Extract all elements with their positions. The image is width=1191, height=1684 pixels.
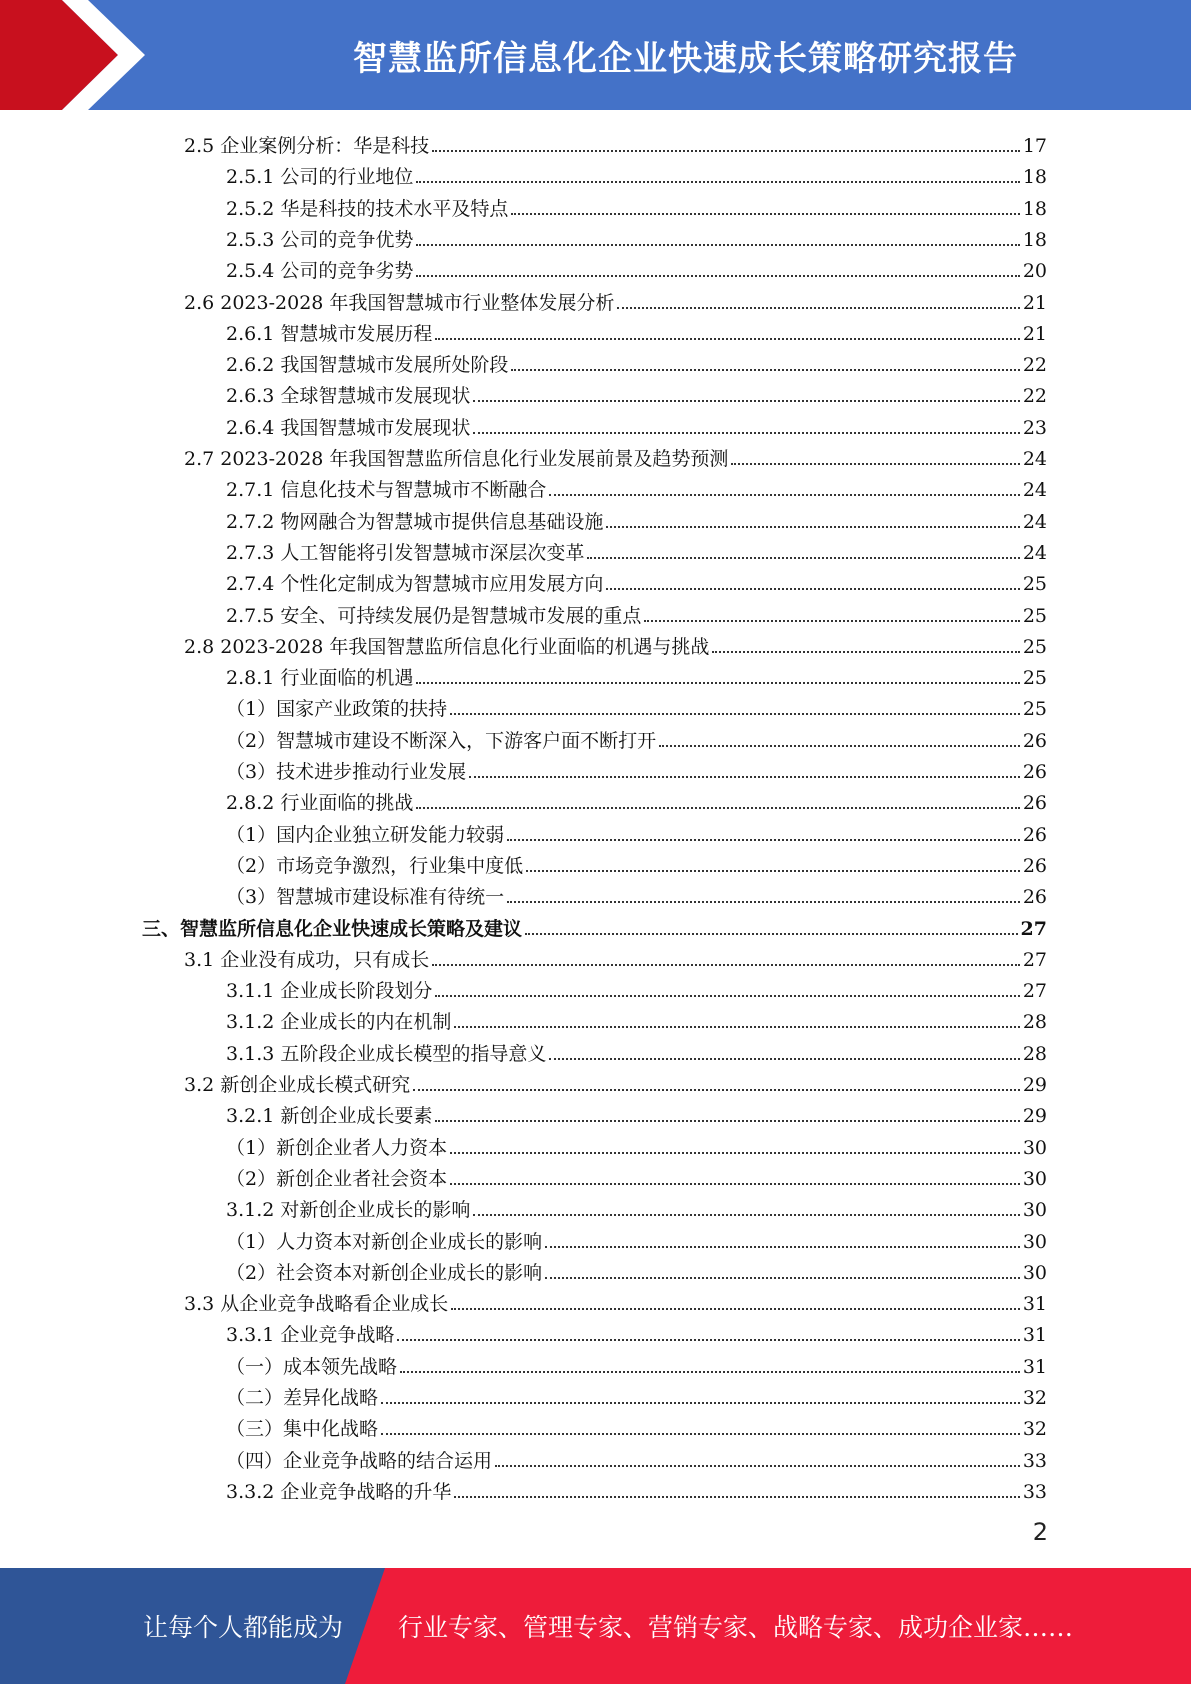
toc-entry[interactable]	[226, 252, 1047, 283]
toc-entry[interactable]	[184, 1285, 1047, 1316]
toc-entry-page: 20	[1022, 260, 1047, 283]
toc-entry-page: 27	[1022, 948, 1047, 971]
toc-entry-label: 3.1.1 企业成长阶段划分	[226, 980, 433, 1003]
toc-entry-page: 30	[1022, 1230, 1047, 1253]
toc-entry[interactable]	[226, 221, 1047, 252]
toc-leader-dots	[525, 932, 1018, 935]
toc-entry[interactable]	[184, 628, 1047, 659]
toc-entry-label: 2.8 2023-2028 年我国智慧监所信息化行业面临的机遇与挑战	[184, 635, 710, 658]
toc-entry-label: （一）成本领先战略	[226, 1355, 398, 1378]
toc-entry-page: 21	[1022, 322, 1047, 345]
toc-entry[interactable]	[226, 1410, 1047, 1441]
toc-leader-dots	[473, 399, 1019, 402]
toc-leader-dots	[545, 1276, 1020, 1279]
toc-entry[interactable]	[226, 597, 1047, 628]
header-banner	[0, 0, 1191, 110]
toc-leader-dots	[381, 1432, 1020, 1435]
toc-entry-label: 3.2.1 新创企业成长要素	[226, 1105, 433, 1128]
toc-leader-dots	[413, 1088, 1020, 1091]
toc-entry-page: 27	[1022, 980, 1047, 1003]
toc-entry-page: 28	[1022, 1011, 1047, 1034]
toc-entry[interactable]	[184, 127, 1047, 158]
toc-entry[interactable]	[226, 503, 1047, 534]
toc-leader-dots	[381, 1401, 1020, 1404]
toc-entry[interactable]	[226, 1035, 1047, 1066]
footer-banner	[0, 1568, 1191, 1684]
toc-entry-page: 27	[1020, 917, 1047, 940]
toc-entry-label: 2.8.1 行业面临的机遇	[226, 667, 414, 690]
toc-leader-dots	[712, 650, 1019, 653]
toc-entry[interactable]	[184, 1066, 1047, 1097]
toc-entry-label: （3）技术进步推动行业发展	[226, 761, 467, 783]
toc-entry-page: 29	[1022, 1105, 1047, 1128]
toc-entry-page: 32	[1022, 1387, 1047, 1409]
toc-entry-page: 28	[1022, 1042, 1047, 1065]
toc-entry[interactable]	[184, 440, 1047, 471]
toc-leader-dots	[435, 337, 1019, 340]
toc-entry-label: （2）市场竞争激烈，行业集中度低	[226, 854, 524, 877]
toc-entry-label: 2.6.2 我国智慧城市发展所处阶段	[226, 354, 509, 377]
toc-leader-dots	[469, 775, 1020, 778]
toc-entry-page: 30	[1022, 1199, 1047, 1222]
toc-leader-dots	[507, 900, 1020, 903]
toc-entry-label: 2.7.4 个性化定制成为智慧城市应用发展方向	[226, 573, 604, 596]
toc-entry-page: 24	[1022, 479, 1047, 502]
toc-leader-dots	[587, 556, 1019, 559]
toc-leader-dots	[435, 1119, 1019, 1122]
toc-entry-label: （3）智慧城市建设标准有待统一	[226, 886, 505, 909]
toc-entry-page: 29	[1022, 1074, 1047, 1096]
toc-leader-dots	[644, 619, 1019, 622]
toc-leader-dots	[507, 838, 1020, 841]
toc-entry-label: 2.6 2023-2028 年我国智慧城市行业整体发展分析	[184, 291, 615, 314]
toc-entry-page: 23	[1022, 416, 1047, 439]
toc-entry-page: 25	[1022, 604, 1047, 627]
toc-entry-page: 33	[1022, 1449, 1047, 1472]
toc-entry[interactable]	[226, 816, 1047, 847]
toc-leader-dots	[495, 1464, 1020, 1467]
toc-leader-dots	[473, 1213, 1019, 1216]
toc-entry-label: 2.7.1 信息化技术与智慧城市不断融合	[226, 479, 547, 502]
toc-entry[interactable]	[226, 565, 1047, 596]
toc-entry-label: （2）新创企业者社会资本	[226, 1167, 448, 1190]
toc-entry[interactable]	[226, 1223, 1047, 1254]
toc-leader-dots	[549, 493, 1019, 496]
toc-entry-label: （二）差异化战略	[226, 1387, 379, 1409]
toc-entry[interactable]	[226, 1473, 1047, 1504]
toc-entry[interactable]	[142, 910, 1047, 941]
toc-entry[interactable]	[226, 190, 1047, 221]
toc-entry-page: 24	[1022, 448, 1047, 470]
toc-entry-page: 31	[1022, 1293, 1047, 1316]
toc-entry-label: 2.8.2 行业面临的挑战	[226, 792, 414, 815]
toc-entry-page: 31	[1022, 1324, 1047, 1347]
toc-entry-label: 2.7.2 物网融合为智慧城市提供信息基础设施	[226, 510, 604, 533]
toc-entry-page: 25	[1022, 698, 1047, 721]
toc-entry-page: 26	[1022, 886, 1047, 909]
toc-entry[interactable]	[226, 1254, 1047, 1285]
toc-entry-page: 30	[1022, 1136, 1047, 1159]
toc-leader-dots	[400, 1370, 1020, 1373]
toc-entry-page: 25	[1022, 573, 1047, 596]
toc-leader-dots	[416, 243, 1019, 246]
toc-entry[interactable]	[226, 1097, 1047, 1128]
toc-entry-page: 18	[1022, 166, 1047, 189]
toc-entry[interactable]	[226, 409, 1047, 440]
toc-leader-dots	[511, 368, 1019, 371]
toc-entry-label: 3.1.2 企业成长的内在机制	[226, 1011, 452, 1034]
toc-entry-label: 3.3 从企业竞争战略看企业成长	[184, 1293, 449, 1316]
toc-entry-page: 26	[1022, 792, 1047, 815]
toc-leader-dots	[432, 963, 1020, 966]
toc-entry-label: 3.3.1 企业竞争战略	[226, 1324, 395, 1347]
toc-leader-dots	[416, 806, 1019, 809]
toc-entry-label: 2.5.1 公司的行业地位	[226, 166, 414, 189]
toc-entry-page: 31	[1022, 1355, 1047, 1378]
toc-entry-label: （2）智慧城市建设不断深入，下游客户面不断打开	[226, 729, 657, 752]
toc-leader-dots	[416, 274, 1019, 277]
toc-entry-page: 24	[1022, 510, 1047, 533]
toc-leader-dots	[450, 712, 1020, 715]
toc-entry-label: 2.6.1 智慧城市发展历程	[226, 322, 433, 345]
toc-leader-dots	[454, 1495, 1019, 1498]
toc-entry-label: （三）集中化战略	[226, 1418, 379, 1441]
footer-slogan-right: 行业专家、管理专家、营销专家、战略专家、成功企业家……	[398, 1613, 1074, 1642]
toc-leader-dots	[731, 462, 1019, 465]
toc-entry-page: 30	[1022, 1167, 1047, 1190]
toc-entry[interactable]	[226, 659, 1047, 690]
toc-entry-label: 2.5.2 华是科技的技术水平及特点	[226, 197, 509, 220]
toc-entry[interactable]	[226, 722, 1047, 753]
toc-leader-dots	[549, 1057, 1019, 1060]
toc-entry[interactable]	[226, 690, 1047, 721]
toc-entry-label: 2.6.4 我国智慧城市发展现状	[226, 416, 471, 439]
toc-entry[interactable]	[226, 377, 1047, 408]
toc-leader-dots	[606, 525, 1019, 528]
toc-entry[interactable]	[226, 1379, 1047, 1410]
toc-entry-page: 18	[1022, 228, 1047, 251]
toc-leader-dots	[545, 1245, 1020, 1248]
toc-leader-dots	[617, 306, 1019, 309]
toc-leader-dots	[416, 180, 1019, 183]
toc-entry-label: 3.2 新创企业成长模式研究	[184, 1074, 411, 1096]
toc-entry-label: 3.1 企业没有成功，只有成长	[184, 948, 430, 971]
toc-leader-dots	[606, 587, 1019, 590]
toc-entry-label: 2.5.3 公司的竞争优势	[226, 228, 414, 251]
toc-entry-page: 32	[1022, 1418, 1047, 1441]
toc-entry[interactable]	[226, 1442, 1047, 1473]
page-number: 2	[1032, 1518, 1048, 1546]
toc-leader-dots	[526, 869, 1020, 872]
toc-entry[interactable]	[226, 315, 1047, 346]
toc-entry-label: （1）人力资本对新创企业成长的影响	[226, 1230, 543, 1253]
toc-leader-dots	[435, 994, 1019, 997]
toc-leader-dots	[454, 1025, 1019, 1028]
toc-entry[interactable]	[226, 972, 1047, 1003]
toc-entry-page: 24	[1022, 541, 1047, 564]
toc-leader-dots	[451, 1307, 1020, 1310]
toc-entry[interactable]	[226, 753, 1047, 784]
toc-leader-dots	[473, 431, 1019, 434]
toc-entry-label: 3.3.2 企业竞争战略的升华	[226, 1480, 452, 1503]
toc-entry-page: 25	[1022, 667, 1047, 690]
toc-entry[interactable]	[226, 158, 1047, 189]
toc-entry[interactable]	[226, 847, 1047, 878]
toc-entry[interactable]	[226, 1316, 1047, 1347]
toc-entry-page: 33	[1022, 1480, 1047, 1503]
toc-leader-dots	[511, 212, 1019, 215]
toc-entry-page: 26	[1022, 823, 1047, 846]
toc-entry-label: 3.1.3 五阶段企业成长模型的指导意义	[226, 1042, 547, 1065]
toc-entry-label: 3.1.2 对新创企业成长的影响	[226, 1199, 471, 1222]
toc-leader-dots	[432, 149, 1020, 152]
toc-entry[interactable]	[226, 1160, 1047, 1191]
toc-entry[interactable]	[226, 346, 1047, 377]
toc-entry-label: （四）企业竞争战略的结合运用	[226, 1449, 493, 1472]
toc-entry-page: 17	[1022, 135, 1047, 157]
toc-entry-label: （1）国内企业独立研发能力较弱	[226, 823, 505, 846]
toc-entry-page: 21	[1022, 291, 1047, 314]
toc-entry[interactable]	[184, 284, 1047, 315]
toc-entry[interactable]	[226, 1348, 1047, 1379]
toc-entry-page: 30	[1022, 1261, 1047, 1284]
toc-entry-page: 26	[1022, 729, 1047, 752]
toc-entry-label: 2.6.3 全球智慧城市发展现状	[226, 385, 471, 408]
toc-entry[interactable]	[226, 878, 1047, 909]
toc-leader-dots	[450, 1182, 1020, 1185]
toc-entry-label: （1）国家产业政策的扶持	[226, 698, 448, 721]
toc-entry[interactable]	[226, 1191, 1047, 1222]
toc-leader-dots	[416, 681, 1019, 684]
toc-entry[interactable]	[184, 941, 1047, 972]
report-title: 智慧监所信息化企业快速成长策略研究报告	[353, 38, 1018, 79]
toc-leader-dots	[397, 1338, 1019, 1341]
toc-entry[interactable]	[226, 534, 1047, 565]
toc-entry-label: （1）新创企业者人力资本	[226, 1136, 448, 1159]
toc-entry[interactable]	[226, 784, 1047, 815]
toc-leader-dots	[450, 1151, 1020, 1154]
toc-entry-page: 22	[1022, 385, 1047, 408]
toc-entry-page: 22	[1022, 354, 1047, 377]
toc-entry-label: 三、智慧监所信息化企业快速成长策略及建议	[142, 917, 523, 940]
toc-leader-dots	[659, 744, 1020, 747]
toc-entry[interactable]	[226, 471, 1047, 502]
toc-entry-label: 2.5 企业案例分析：华是科技	[184, 135, 430, 157]
footer-slogan-left: 让每个人都能成为	[143, 1613, 344, 1642]
toc-entry[interactable]	[226, 1003, 1047, 1034]
toc-entry-label: 2.5.4 公司的竞争劣势	[226, 260, 414, 283]
toc-entry[interactable]	[226, 1129, 1047, 1160]
toc-entry-page: 25	[1022, 635, 1047, 658]
toc-entry-page: 26	[1022, 854, 1047, 877]
toc-entry-page: 18	[1022, 197, 1047, 220]
toc-entry-label: 2.7 2023-2028 年我国智慧监所信息化行业发展前景及趋势预测	[184, 448, 729, 470]
toc-entry-label: （2）社会资本对新创企业成长的影响	[226, 1261, 543, 1284]
toc-entry-label: 2.7.5 安全、可持续发展仍是智慧城市发展的重点	[226, 604, 642, 627]
toc-entry-label: 2.7.3 人工智能将引发智慧城市深层次变革	[226, 541, 585, 564]
toc-entry-page: 26	[1022, 761, 1047, 783]
